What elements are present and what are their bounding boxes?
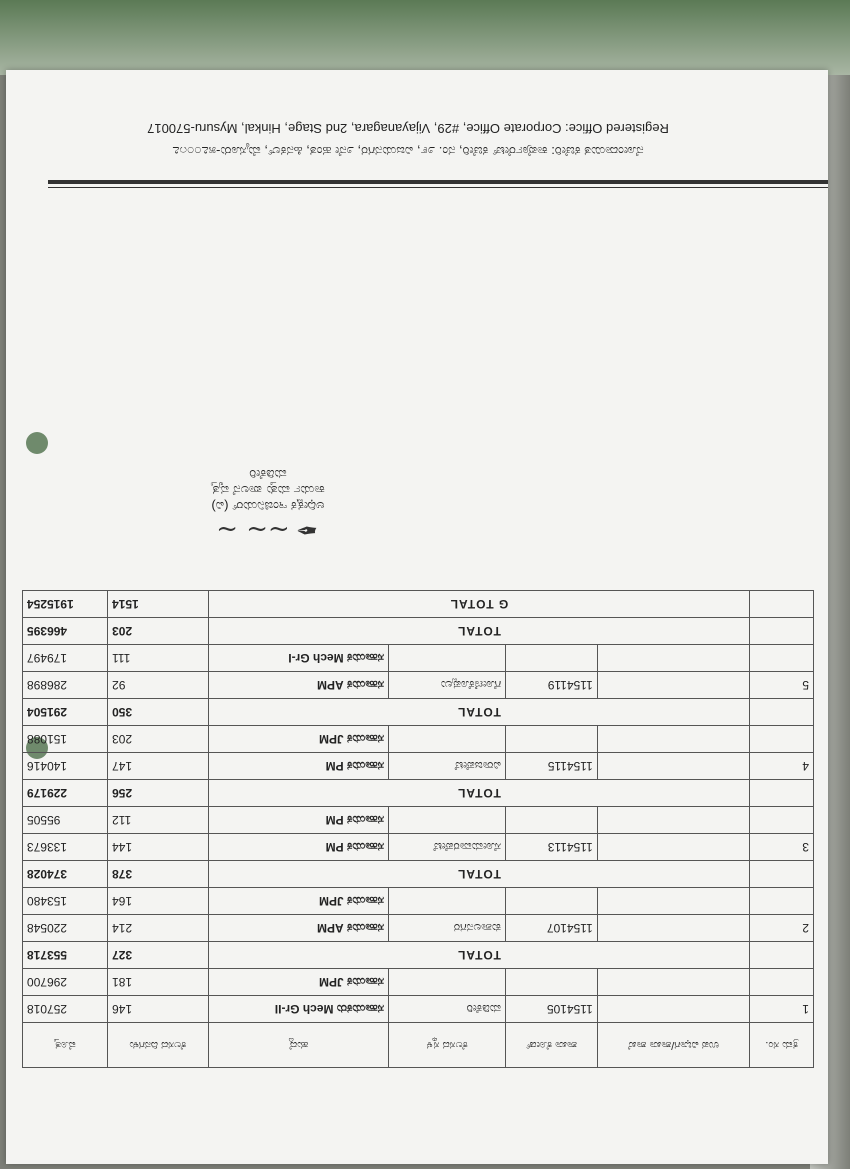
table-row [23,645,814,672]
cell-total-label: TOTAL [208,942,750,969]
signature-block [138,466,398,544]
signatory-place: ಮಡಿಕೇರಿ [249,467,287,482]
table-row [23,753,814,780]
cell-sl [750,969,814,996]
table-row [23,969,814,996]
cell-post: ಸಹಾಯಕ PM [208,753,389,780]
cell-days: 146 [108,996,208,1023]
cell-branch [597,834,750,861]
cell-post: ಸಹಾಯಕರು Mech Gr-II [208,996,389,1023]
cell-post: ಸಹಾಯಕ APM [208,672,389,699]
cell-place [389,726,506,753]
cell-days: 147 [108,753,208,780]
cell-post: ಸಹಾಯಕ PM [208,834,389,861]
cell-amount: 466395 [23,618,108,645]
rotated-document [6,70,828,1164]
cell-branch [597,726,750,753]
cell-code: 1154113 [506,834,598,861]
cell-days: 144 [108,834,208,861]
cell-place: ಗೋಣಿಕೊಪ್ಪಲು [389,672,506,699]
signatory-title: ಅಧೀಕ್ಷಕ ಇಂಜಿನಿಯರ್ (ವಿ) [211,499,325,514]
cell-amount: 179497 [23,645,108,672]
cell-days: 203 [108,618,208,645]
signatory-office: ಕಾರ್ಯ ಮತ್ತು ಪಾಲನೆ ವೃತ್ತ [211,483,325,498]
cell-total-label: G TOTAL [208,591,750,618]
cell-post: ಸಹಾಯಕ PM [208,807,389,834]
cell-amount: 286898 [23,672,108,699]
cell-place [389,969,506,996]
cell-sl [750,591,814,618]
cell-days: 1514 [108,591,208,618]
cell-sl [750,699,814,726]
cell-branch [597,753,750,780]
cell-place [389,807,506,834]
letterhead-rule-thin [48,187,828,188]
cell-total-label: TOTAL [208,618,750,645]
total-row [23,699,814,726]
cell-total-label: TOTAL [208,861,750,888]
cell-days: 181 [108,969,208,996]
cell-code: 1154105 [506,996,598,1023]
col-code: ಶಾಖಾ ಕೋಡ್ [506,1023,598,1068]
letterhead-rule [48,180,828,184]
table-row [23,726,814,753]
cell-post: ಸಹಾಯಕ APM [208,915,389,942]
total-row [23,780,814,807]
scan-border-top [0,0,850,75]
cell-place: ಸೋಮವಾರಪೇಟೆ [389,834,506,861]
total-row [23,591,814,618]
cell-place: ಕುಶಾಲನಗರ [389,915,506,942]
cell-place: ಮಡಿಕೇರಿ [389,996,506,1023]
cell-code: 1154115 [506,753,598,780]
cell-days: 111 [108,645,208,672]
cell-code [506,969,598,996]
cell-code [506,645,598,672]
col-amount: ಮೊತ್ತ [23,1023,108,1068]
cell-days: 92 [108,672,208,699]
cell-branch [597,996,750,1023]
cell-amount: 229179 [23,780,108,807]
cell-days: 350 [108,699,208,726]
cell-sl: 3 [750,834,814,861]
table-body [23,591,814,1023]
cell-place [389,645,506,672]
cell-amount: 151088 [23,726,108,753]
table-row [23,996,814,1023]
cell-post: ಸಹಾಯಕ JPM [208,726,389,753]
cell-sl [750,780,814,807]
col-days: ಕೆಲಸದ ದಿನಗಳು [108,1023,208,1068]
cell-branch [597,807,750,834]
scanned-page [6,70,828,1164]
cell-sl [750,645,814,672]
cell-amount: 291504 [23,699,108,726]
cell-amount: 153480 [23,888,108,915]
cell-post: ಸಹಾಯಕ Mech Gr-I [208,645,389,672]
table-row [23,915,814,942]
cell-sl [750,861,814,888]
cell-code [506,726,598,753]
cell-amount: 296700 [23,969,108,996]
col-post: ಹುದ್ದೆ [208,1023,389,1068]
cell-code: 1154119 [506,672,598,699]
cell-sl: 5 [750,672,814,699]
office-address-local: ನೋಂದಾಯಿತ ಕಚೇರಿ: ಕಾರ್ಪೊರೇಟ್ ಕಚೇರಿ, ನಂ. ೨೯, ವಿಜಯನಗರ, ೨ನೇ ಹಂತ, ಹಿನಕಲ್, ಮೈಸೂರು-೫೭೦೦೧೭ [172,144,644,159]
cell-branch [597,969,750,996]
cell-total-label: TOTAL [208,699,750,726]
cell-amount: 220548 [23,915,108,942]
cell-sl: 2 [750,915,814,942]
cell-branch [597,888,750,915]
cell-place: ವಿರಾಜಪೇಟೆ [389,753,506,780]
cell-days: 112 [108,807,208,834]
office-address-english: Registered Office: Corporate Office, #29, Vijayanagara, 2nd Stage, Hinkal, Mysuru-570017 [147,121,669,136]
table-row [23,672,814,699]
cell-days: 327 [108,942,208,969]
cell-amount: 1915254 [23,591,108,618]
total-row [23,618,814,645]
table-row [23,834,814,861]
punch-hole-bottom [26,432,48,454]
cell-place [389,888,506,915]
col-place: ಕೆಲಸದ ಸ್ಥಳ [389,1023,506,1068]
cell-code [506,888,598,915]
payment-table [22,590,814,1068]
table-row [23,807,814,834]
cell-amount: 95505 [23,807,108,834]
cell-code [506,807,598,834]
cell-sl [750,618,814,645]
cell-code: 1154107 [506,915,598,942]
table-row [23,888,814,915]
col-sl: ಕ್ರಮ ಸಂ. [750,1023,814,1068]
table-header-row [23,1023,814,1068]
col-branch: ಉಪ ವಿಭಾಗ/ಶಾಖಾ ಶಾಖೆ [597,1023,750,1068]
cell-sl [750,726,814,753]
cell-days: 256 [108,780,208,807]
cell-sl [750,942,814,969]
cell-sl [750,807,814,834]
cell-sl [750,888,814,915]
cell-amount: 374028 [23,861,108,888]
cell-total-label: TOTAL [208,780,750,807]
cell-days: 378 [108,861,208,888]
cell-branch [597,915,750,942]
cell-days: 164 [108,888,208,915]
cell-branch [597,645,750,672]
cell-branch [597,672,750,699]
cell-amount: 257018 [23,996,108,1023]
cell-sl: 1 [750,996,814,1023]
cell-post: ಸಹಾಯಕ JPM [208,888,389,915]
cell-days: 203 [108,726,208,753]
cell-amount: 133673 [23,834,108,861]
cell-amount: 140416 [23,753,108,780]
signature-scribble: ✒︎ ~~ ~ [216,514,320,544]
total-row [23,942,814,969]
cell-amount: 553718 [23,942,108,969]
total-row [23,861,814,888]
cell-sl: 4 [750,753,814,780]
cell-days: 214 [108,915,208,942]
cell-post: ಸಹಾಯಕ JPM [208,969,389,996]
